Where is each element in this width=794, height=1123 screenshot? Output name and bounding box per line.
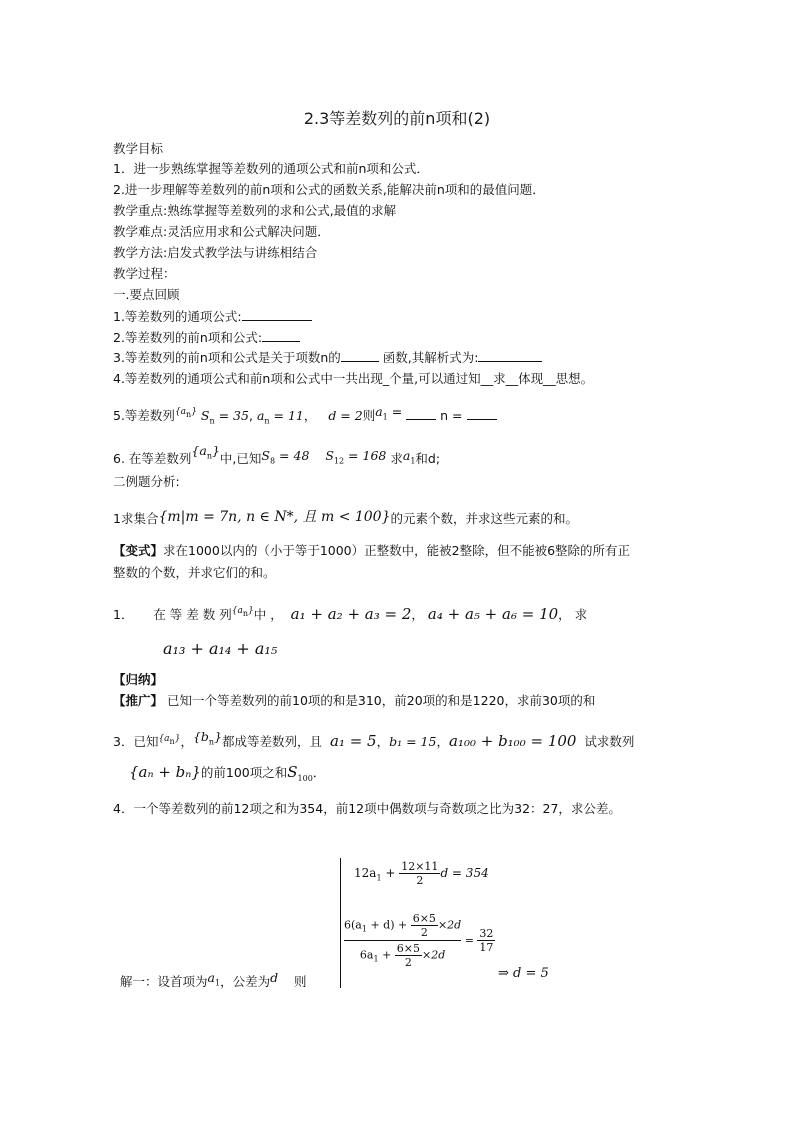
period: ． — [312, 765, 326, 780]
ratio-numerator: $6(a_1 + d)$ + $\frac{6\times 5}{2}$ ×2d — [344, 912, 462, 939]
ratio-denominator: $6a_1$ + $\frac{6\times 5}{2}$ ×2d — [359, 942, 446, 969]
sequence-symbol: {an} — [231, 606, 254, 618]
example-2-text: 在 等 差 数 列 — [153, 607, 232, 622]
review-q6-mid: 中,已知 — [219, 451, 262, 466]
solution-intro — [120, 968, 307, 993]
review-q1 — [113, 307, 312, 326]
example-2-ask: ， 求 — [558, 607, 588, 622]
review-q4: 4.等差数列的通项公式和前n项和公式中一共出现_个量,可以通过知__求__体现__思想。 — [113, 371, 594, 386]
condition-a1: a₁ = 5 — [330, 732, 377, 750]
example-3 — [113, 727, 634, 752]
example-1-prefix: 1求集合 — [113, 511, 159, 526]
ask-text: 求 — [390, 451, 403, 466]
key-point: 教学重点:熟练掌握等差数列的求和公式,最值的求解 — [113, 203, 397, 218]
answer-blank — [341, 349, 379, 362]
equation-row-1: $12a_1$ + $\frac{12\times 11}{2}$ d = 354 — [354, 860, 489, 887]
review-q2-text: 2.等差数列的前n项和公式: — [113, 330, 263, 345]
variant-line-2: 整数的个数，并求它们的和。 — [113, 565, 276, 580]
comma: ， — [436, 734, 449, 749]
term-symbol: $a_n = 11$ — [256, 408, 304, 426]
solution-mid: ，公差为 — [220, 974, 271, 989]
condition-sum: a₁₀₀ + b₁₀₀ = 100 — [448, 732, 577, 750]
answer-blank — [262, 329, 300, 342]
fraction: $\frac{12\times 11}{2}$ — [401, 860, 439, 887]
sequence-symbol: $\{a_n\}$ — [191, 443, 220, 461]
review-q3-text-b: 函数,其解析式为: — [382, 350, 479, 365]
sum-s8: $S_8 = 48$ — [261, 448, 310, 466]
example-2-number: 1． — [113, 607, 134, 622]
example-1 — [113, 508, 578, 528]
method: 教学方法:启发式教学法与讲练相结合 — [113, 245, 318, 260]
review-q3-text-a: 3.等差数列的前n项和公式是关于项数n的 — [113, 350, 341, 365]
condition-b1: b₁ = 15 — [389, 734, 437, 749]
equation-2: a₄ + a₅ + a₆ = 10 — [427, 605, 559, 623]
solution-result: ⇒ d = 5 — [498, 966, 549, 981]
review-q6 — [113, 441, 440, 471]
example-3-prefix: 3．已知 — [113, 734, 159, 749]
difference-symbol: d = 2 — [328, 408, 363, 423]
example-3-line-2 — [129, 763, 325, 788]
review-q6-prefix: 6. 在等差数列 — [113, 451, 192, 466]
extension-text: 已知一个等差数列的前10项的和是310，前20项的和是1220，求前30项的和 — [167, 693, 596, 708]
review-q1-text: 1.等差数列的通项公式: — [113, 309, 242, 324]
sum-s12: $S_{12} = 168$ — [325, 448, 387, 466]
variant-line-1: 求在1000以内的（小于等于1000）正整数中，能被2整除，但不能被6整除的所有正 — [163, 543, 631, 558]
answer-blank — [406, 407, 436, 420]
sum-symbol: $S_n = 35$ — [200, 408, 249, 426]
summary-label: 【归纳】 — [113, 672, 164, 687]
variant-label: 【变式】 — [113, 543, 164, 558]
then-text: 则 — [362, 408, 376, 423]
example-3-mid: 都成等差数列，且 — [222, 734, 323, 749]
example-3-tail: 的前100项之和 — [200, 765, 288, 780]
ratio-value: $\frac{32}{17}$ — [479, 927, 494, 954]
comma: ， — [376, 734, 390, 749]
answer-blank — [478, 349, 542, 362]
review-q2 — [113, 328, 300, 347]
extension-label: 【推广】 — [113, 693, 164, 708]
review-q5 — [113, 402, 497, 431]
difficulty: 教学难点:灵活应用求和公式解决问题． — [113, 224, 330, 239]
answer-blank — [242, 308, 312, 321]
extension — [113, 691, 595, 710]
goal-2: 2.进一步理解等差数列的前n项和公式的函数关系,能解决前n项和的最值问题． — [113, 182, 545, 197]
variant-1 — [113, 541, 630, 560]
equation-system — [340, 858, 510, 988]
review-q6-end: 和d; — [415, 451, 441, 466]
comma: ， — [303, 408, 317, 423]
first-term-symbol: $a_1$ — [207, 970, 221, 988]
first-term-symbol: $a_1$ = — [375, 404, 407, 422]
comma: ， — [411, 607, 424, 622]
sequence-symbol: {an} — [174, 407, 197, 419]
difference-symbol: d — [270, 970, 279, 985]
goal-heading: 教学目标 — [113, 141, 164, 156]
sequence-sum-symbol: {aₙ + bₙ} — [129, 763, 201, 781]
s100-symbol: $S_{100}$ — [287, 763, 313, 783]
example-3-ask: 试求数列 — [584, 734, 635, 749]
page-title: 2.3等差数列的前n项和(2) — [303, 109, 491, 128]
example-2-target: a₁₃ + a₁₄ + a₁₅ — [163, 639, 278, 658]
process-heading: 教学过程： — [113, 266, 176, 281]
comma: , — [248, 408, 253, 423]
fraction: $\frac{6\times 5}{2}$ — [412, 912, 436, 939]
example-2 — [113, 602, 587, 624]
comma: ， — [180, 734, 193, 749]
then-text: 则 — [294, 974, 307, 989]
examples-heading: 二例题分析: — [113, 474, 180, 489]
example-4: 4．一个等差数列的前12项之和为354，前12项中偶数项与奇数项之比为32：27，求公差。 — [113, 801, 621, 816]
sequence-a-symbol: {an} — [158, 734, 181, 746]
review-heading: 一.要点回顾 — [113, 287, 180, 302]
example-2-mid: 中 ， — [253, 607, 283, 622]
review-q5-prefix: 5.等差数列 — [113, 408, 175, 423]
equation-row-2: $6(a_1 + d)$ + $\frac{6\times 5}{2}$ ×2d $6a_1$ + $\frac{6\times 5}{2}$ ×2d = $\frac{32}{17}$ — [344, 912, 494, 969]
n-label: n = — [440, 408, 463, 423]
example-1-suffix: 的元素个数，并求这些元素的和。 — [390, 511, 579, 526]
answer-blank — [467, 407, 497, 420]
equation-1: a₁ + a₂ + a₃ = 2 — [290, 605, 412, 623]
first-term-symbol: $a_1$ — [402, 448, 416, 466]
fraction: $\frac{6\times 5}{2}$ — [396, 942, 421, 969]
set-expression: {m|m = 7n, n ∈ N*, 且 m < 100} — [158, 509, 391, 525]
solution-label: 解一：设首项为 — [120, 974, 208, 989]
sequence-b-symbol: $\{b_n\}$ — [192, 729, 223, 747]
review-q3 — [113, 348, 542, 367]
goal-1: 1．进一步熟练掌握等差数列的通项公式和前n项和公式． — [113, 161, 429, 176]
